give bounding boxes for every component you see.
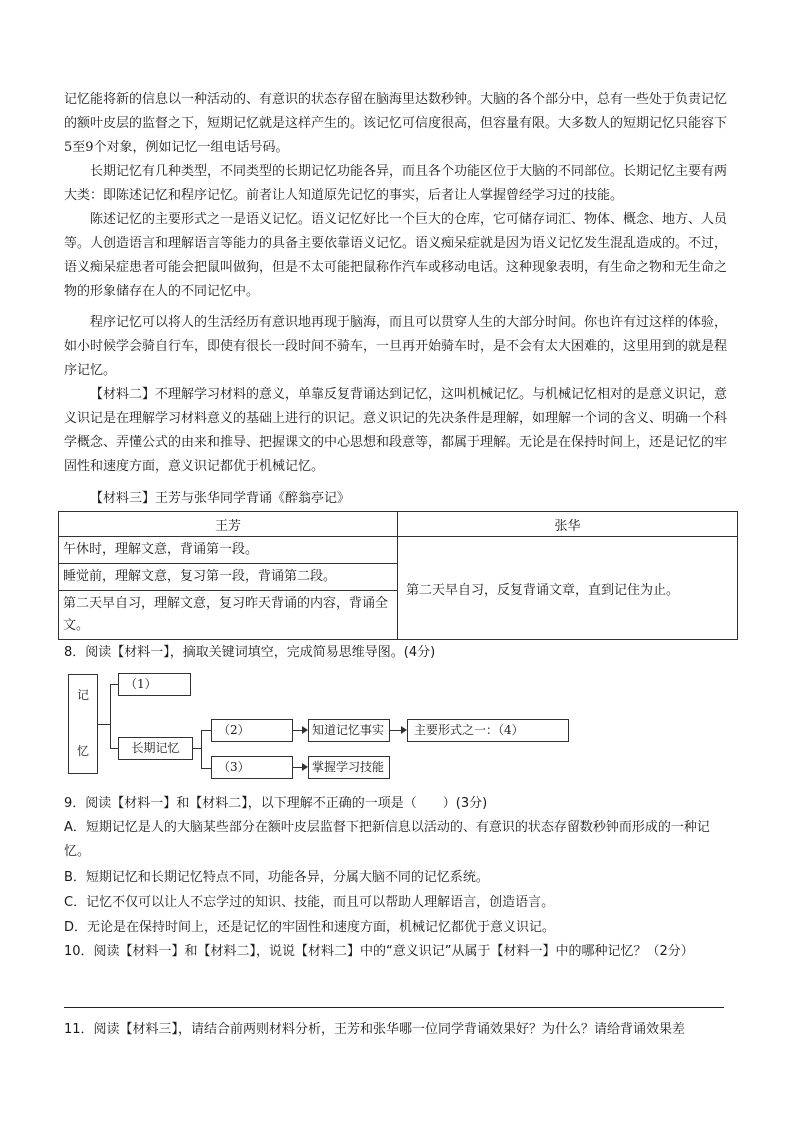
connector xyxy=(110,684,118,685)
connector xyxy=(201,768,211,769)
blank-2-box[interactable]: （2） xyxy=(211,719,293,742)
connector xyxy=(98,724,110,725)
q9-option-a: A．短期记忆是人的大脑某些部分在额叶皮层监督下把新信息以活动的、有意识的状态存留数秒钟而形成的一种记忆。 xyxy=(64,820,710,859)
material1-paragraph-1: 记忆能将新的信息以一种活动的、有意识的状态存留在脑海里达数秒钟。大脑的各个部分中，总有一些处于负责记忆的额叶皮层的监督之下，短期记忆就是这样产生的。该记忆可信度很高，但容量有限。大多数人的短期记忆只能容下5至9个对象，例如记忆一组电话号码。 xyxy=(64,92,728,155)
comparison-table xyxy=(58,511,738,640)
blank-4-box[interactable]: 主要形式之一：（4） xyxy=(407,719,569,742)
mind-map-root xyxy=(68,674,98,774)
material2-paragraph: 【材料二】不理解学习材料的意义，单靠反复背诵达到记忆，这叫机械记忆。与机械记忆相对的是意义识记，意义识记是在理解学习材料意义的基础上进行的识记。意义识记的先决条件是理解，如理解一个词的含义、明确一个科学概念、弄懂公式的由来和推导、把握课文的中心思想和段意等，都属于理解。无论是在保持时间上，还是记忆的牢固性和速度方面，意义识记都优于机械记忆。 xyxy=(64,387,728,474)
master-skills-box: 掌握学习技能 xyxy=(308,756,390,779)
question-10: 10．阅读【材料一】和【材料二】，说说【材料二】中的“意义识记”从属于【材料一】中的哪种记忆？（2分） xyxy=(64,944,694,959)
q9-option-c: C．记忆不仅可以让人不忘学过的知识、技能，而且可以帮助人理解语言，创造语言。 xyxy=(64,895,555,910)
question-8: 8．阅读【材料一】，摘取关键词填空，完成简易思维导图。(4分) xyxy=(64,645,436,660)
material1-paragraph-4: 程序记忆可以将人的生活经历有意识地再现于脑海，而且可以贯穿人生的大部分时间。你也许有过这样的体验，如小时候学会骑自行车，即使有很长一段时间不骑车，一旦再开始骑车时，是不会有太大困难的，这里用到的就是程序记忆。 xyxy=(64,315,728,378)
table-header-wang: 王芳 xyxy=(59,512,398,537)
wang-step-1: 午休时，理解文意，背诵第一段。 xyxy=(59,537,397,564)
connector xyxy=(110,748,118,749)
table-header-zhang: 张华 xyxy=(398,512,738,537)
long-term-memory-box: 长期记忆 xyxy=(118,737,193,760)
connector xyxy=(110,684,111,748)
zhang-cell: 第二天早自习，反复背诵文章，直到记住为止。 xyxy=(398,537,738,640)
q9-option-d: D．无论是在保持时间上，还是记忆的牢固性和速度方面，机械记忆都优于意义识记。 xyxy=(64,920,556,935)
connector xyxy=(201,730,202,768)
question-11: 11．阅读【材料三】，请结合前两则材料分析，王芳和张华哪一位同学背诵效果好？为什么？请给背诵效果差 xyxy=(64,1022,686,1037)
root-char-bottom: 忆 xyxy=(76,744,89,758)
blank-3-box[interactable]: （3） xyxy=(211,756,293,779)
connector xyxy=(201,730,211,731)
material1-paragraph-3: 陈述记忆的主要形式之一是语义记忆。语义记忆好比一个巨大的仓库，它可储存词汇、物体、概念、地方、人员等。人创造语言和理解语言等能力的具备主要依靠语义记忆。语义痴呆症就是因为语义记忆发生混乱造成的。不过，语义痴呆症患者可能会把鼠叫做狗，但是不太可能把鼠称作汽车或移动电话。这种现象表明，有生命之物和无生命之物的形象储存在人的不同记忆中。 xyxy=(64,212,728,299)
connector xyxy=(193,748,201,749)
root-char-top: 记 xyxy=(76,688,89,702)
question-9: 9．阅读【材料一】和【材料二】，以下理解不正确的一项是（ ）(3分) xyxy=(64,796,488,811)
wang-step-2: 睡觉前，理解文意，复习第一段，背诵第二段。 xyxy=(59,564,397,591)
blank-1-box[interactable]: （1） xyxy=(118,673,191,696)
wang-step-3: 第二天早自习，理解文意，复习昨天背诵的内容，背诵全文。 xyxy=(63,596,389,633)
q9-option-b: B．短期记忆和长期记忆特点不同，功能各异，分属大脑不同的记忆系统。 xyxy=(64,870,489,885)
wang-cell xyxy=(59,537,398,640)
answer-line[interactable] xyxy=(64,1007,724,1008)
material3-title: 【材料三】王芳与张华同学背诵《醉翁亭记》 xyxy=(90,491,351,506)
know-facts-box: 知道记忆事实 xyxy=(308,719,390,742)
material1-paragraph-2: 长期记忆有几种类型，不同类型的长期记忆功能各异，而且各个功能区位于大脑的不同部位。长期记忆主要有两大类：即陈述记忆和程序记忆。前者让人知道原先记忆的事实，后者让人掌握曾经学习过的技能。 xyxy=(64,164,728,203)
